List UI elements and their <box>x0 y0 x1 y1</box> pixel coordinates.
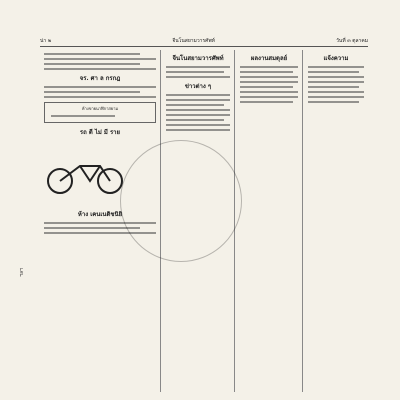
column-title: จร. ศา ล กรกฎ <box>79 75 121 82</box>
section-title: ผลงานสมดุลย์ <box>250 55 288 62</box>
section-title: แจ้งความ <box>323 55 349 62</box>
section-subtitle: ข่าวต่าง ๆ <box>184 83 212 90</box>
shop-title: ห้าง เคนเนดิชนิยิ <box>77 211 123 218</box>
advertisement-box <box>44 102 156 123</box>
section-title: จีนโนสยามวารศัพท์ <box>172 55 224 62</box>
bicycle-illustration <box>40 146 130 196</box>
column-4 <box>304 50 368 392</box>
header-left: น่า ๒ <box>40 38 52 44</box>
stamp-watermark <box>120 140 242 262</box>
binding-strip <box>18 58 32 388</box>
ad-title: ห้างขายนาฬิกาสยาม <box>81 106 119 111</box>
bike-ad-title: รถ ดี ไม่ มี ราย <box>79 129 121 136</box>
column-3 <box>236 50 303 392</box>
header-right: วันที่ ๓ ตุลาคม <box>336 38 368 44</box>
header-bar <box>40 36 368 47</box>
spine-text: ฯลฯ <box>19 268 25 277</box>
header-center: จีนโนสยามวารศัพท์ <box>172 38 215 44</box>
